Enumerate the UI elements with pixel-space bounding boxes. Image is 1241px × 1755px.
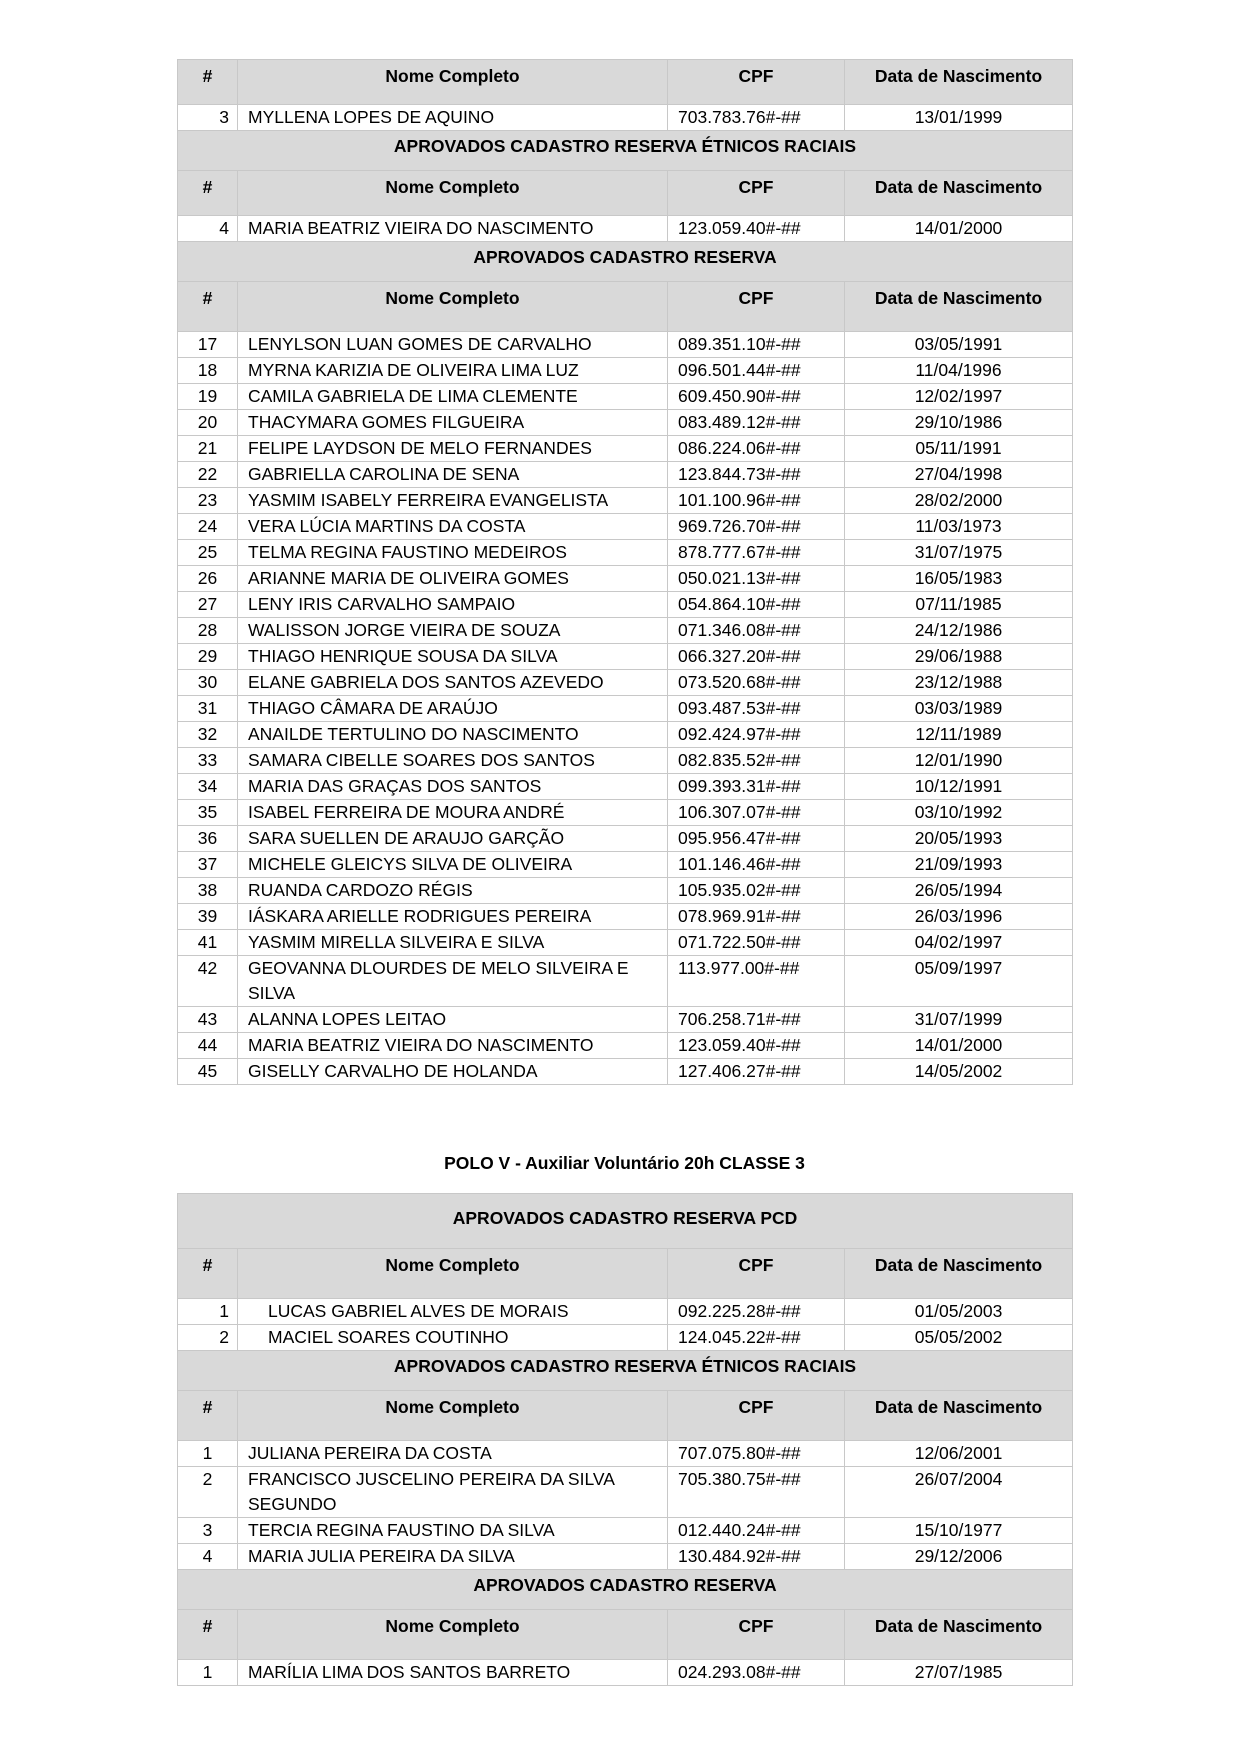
row-number: 35 <box>178 800 238 826</box>
table-row <box>178 1059 1073 1085</box>
row-cpf: 705.380.75#-## <box>668 1467 845 1518</box>
section-title-row <box>178 1351 1073 1391</box>
table-row <box>178 384 1073 410</box>
row-name: TELMA REGINA FAUSTINO MEDEIROS <box>238 540 668 566</box>
row-dob: 14/01/2000 <box>845 1033 1073 1059</box>
row-dob: 31/07/1999 <box>845 1007 1073 1033</box>
row-cpf: 099.393.31#-## <box>668 774 845 800</box>
row-cpf: 078.969.91#-## <box>668 904 845 930</box>
row-dob: 05/11/1991 <box>845 436 1073 462</box>
row-cpf: 123.844.73#-## <box>668 462 845 488</box>
col-header-name: Nome Completo <box>238 1249 668 1299</box>
row-number: 22 <box>178 462 238 488</box>
row-dob: 03/03/1989 <box>845 696 1073 722</box>
row-name: MARÍLIA LIMA DOS SANTOS BARRETO <box>238 1660 668 1686</box>
row-cpf: 127.406.27#-## <box>668 1059 845 1085</box>
row-number: 26 <box>178 566 238 592</box>
table-row <box>178 436 1073 462</box>
row-dob: 10/12/1991 <box>845 774 1073 800</box>
row-name: LUCAS GABRIEL ALVES DE MORAIS <box>238 1299 668 1325</box>
table-header-row <box>178 60 1073 105</box>
table-row <box>178 514 1073 540</box>
row-name: RUANDA CARDOZO RÉGIS <box>238 878 668 904</box>
row-cpf: 130.484.92#-## <box>668 1544 845 1570</box>
row-cpf: 093.487.53#-## <box>668 696 845 722</box>
row-cpf: 878.777.67#-## <box>668 540 845 566</box>
row-number: 1 <box>178 1299 238 1325</box>
row-name: ANAILDE TERTULINO DO NASCIMENTO <box>238 722 668 748</box>
row-name: FRANCISCO JUSCELINO PEREIRA DA SILVA SEGUNDO <box>238 1467 668 1518</box>
col-header-dob: Data de Nascimento <box>845 60 1073 105</box>
row-cpf: 124.045.22#-## <box>668 1325 845 1351</box>
row-dob: 01/05/2003 <box>845 1299 1073 1325</box>
row-number: 38 <box>178 878 238 904</box>
section-title: APROVADOS CADASTRO RESERVA ÉTNICOS RACIAIS <box>178 131 1073 171</box>
table-row <box>178 1467 1073 1518</box>
table-row <box>178 105 1073 131</box>
table-row <box>178 410 1073 436</box>
row-cpf: 012.440.24#-## <box>668 1518 845 1544</box>
table-header-row <box>178 1249 1073 1299</box>
table-header-row <box>178 1610 1073 1660</box>
row-number: 2 <box>178 1467 238 1518</box>
row-number: 32 <box>178 722 238 748</box>
row-dob: 29/10/1986 <box>845 410 1073 436</box>
col-header-dob: Data de Nascimento <box>845 1249 1073 1299</box>
col-header-cpf: CPF <box>668 282 845 332</box>
row-number: 44 <box>178 1033 238 1059</box>
row-cpf: 113.977.00#-## <box>668 956 845 1007</box>
col-header-cpf: CPF <box>668 1610 845 1660</box>
table-row <box>178 1007 1073 1033</box>
row-number: 4 <box>178 1544 238 1570</box>
row-dob: 11/03/1973 <box>845 514 1073 540</box>
table-row <box>178 1033 1073 1059</box>
row-name: LENY IRIS CARVALHO SAMPAIO <box>238 592 668 618</box>
col-header-name: Nome Completo <box>238 171 668 216</box>
row-cpf: 703.783.76#-## <box>668 105 845 131</box>
row-name: CAMILA GABRIELA DE LIMA CLEMENTE <box>238 384 668 410</box>
row-cpf: 105.935.02#-## <box>668 878 845 904</box>
row-dob: 05/05/2002 <box>845 1325 1073 1351</box>
row-cpf: 969.726.70#-## <box>668 514 845 540</box>
row-number: 1 <box>178 1441 238 1467</box>
col-header-name: Nome Completo <box>238 1610 668 1660</box>
row-number: 3 <box>178 105 238 131</box>
row-name: MYLLENA LOPES DE AQUINO <box>238 105 668 131</box>
col-header-num: # <box>178 171 238 216</box>
col-header-num: # <box>178 1610 238 1660</box>
row-name: ELANE GABRIELA DOS SANTOS AZEVEDO <box>238 670 668 696</box>
table-row <box>178 826 1073 852</box>
col-header-num: # <box>178 1391 238 1441</box>
row-cpf: 095.956.47#-## <box>668 826 845 852</box>
row-number: 2 <box>178 1325 238 1351</box>
table-row <box>178 1325 1073 1351</box>
row-name: VERA LÚCIA MARTINS DA COSTA <box>238 514 668 540</box>
row-dob: 29/12/2006 <box>845 1544 1073 1570</box>
col-header-name: Nome Completo <box>238 1391 668 1441</box>
row-name: ARIANNE MARIA DE OLIVEIRA GOMES <box>238 566 668 592</box>
row-name: ISABEL FERREIRA DE MOURA ANDRÉ <box>238 800 668 826</box>
col-header-name: Nome Completo <box>238 60 668 105</box>
row-name: YASMIM MIRELLA SILVEIRA E SILVA <box>238 930 668 956</box>
row-number: 20 <box>178 410 238 436</box>
row-cpf: 024.293.08#-## <box>668 1660 845 1686</box>
col-header-name: Nome Completo <box>238 282 668 332</box>
row-name: GISELLY CARVALHO DE HOLANDA <box>238 1059 668 1085</box>
row-dob: 11/04/1996 <box>845 358 1073 384</box>
row-number: 45 <box>178 1059 238 1085</box>
row-cpf: 071.346.08#-## <box>668 618 845 644</box>
row-name: THIAGO HENRIQUE SOUSA DA SILVA <box>238 644 668 670</box>
row-cpf: 073.520.68#-## <box>668 670 845 696</box>
table-row <box>178 462 1073 488</box>
row-dob: 26/03/1996 <box>845 904 1073 930</box>
row-name: ALANNA LOPES LEITAO <box>238 1007 668 1033</box>
table-row <box>178 332 1073 358</box>
col-header-dob: Data de Nascimento <box>845 282 1073 332</box>
row-cpf: 050.021.13#-## <box>668 566 845 592</box>
row-dob: 12/11/1989 <box>845 722 1073 748</box>
row-name: MACIEL SOARES COUTINHO <box>238 1325 668 1351</box>
row-name: IÁSKARA ARIELLE RODRIGUES PEREIRA <box>238 904 668 930</box>
row-name: MARIA BEATRIZ VIEIRA DO NASCIMENTO <box>238 216 668 242</box>
table-header-row <box>178 171 1073 216</box>
col-header-cpf: CPF <box>668 60 845 105</box>
row-dob: 03/05/1991 <box>845 332 1073 358</box>
section-title-row <box>178 131 1073 171</box>
table-header-row <box>178 1391 1073 1441</box>
row-dob: 26/07/2004 <box>845 1467 1073 1518</box>
row-cpf: 096.501.44#-## <box>668 358 845 384</box>
row-dob: 27/04/1998 <box>845 462 1073 488</box>
table-row <box>178 800 1073 826</box>
row-cpf: 106.307.07#-## <box>668 800 845 826</box>
row-number: 28 <box>178 618 238 644</box>
row-dob: 03/10/1992 <box>845 800 1073 826</box>
row-dob: 05/09/1997 <box>845 956 1073 1007</box>
row-dob: 04/02/1997 <box>845 930 1073 956</box>
row-dob: 14/01/2000 <box>845 216 1073 242</box>
row-name: MARIA BEATRIZ VIEIRA DO NASCIMENTO <box>238 1033 668 1059</box>
row-number: 3 <box>178 1518 238 1544</box>
section-title-row <box>178 1194 1073 1249</box>
row-number: 41 <box>178 930 238 956</box>
table-row <box>178 956 1073 1007</box>
row-number: 33 <box>178 748 238 774</box>
row-number: 4 <box>178 216 238 242</box>
row-name: SAMARA CIBELLE SOARES DOS SANTOS <box>238 748 668 774</box>
section-title: APROVADOS CADASTRO RESERVA ÉTNICOS RACIAIS <box>178 1351 1073 1391</box>
table-row <box>178 1518 1073 1544</box>
col-header-cpf: CPF <box>668 171 845 216</box>
table-row <box>178 904 1073 930</box>
table-row <box>178 566 1073 592</box>
col-header-num: # <box>178 282 238 332</box>
row-cpf: 066.327.20#-## <box>668 644 845 670</box>
col-header-cpf: CPF <box>668 1249 845 1299</box>
row-cpf: 083.489.12#-## <box>668 410 845 436</box>
row-name: LENYLSON LUAN GOMES DE CARVALHO <box>238 332 668 358</box>
table-row <box>178 852 1073 878</box>
row-number: 30 <box>178 670 238 696</box>
row-number: 43 <box>178 1007 238 1033</box>
row-cpf: 082.835.52#-## <box>668 748 845 774</box>
row-cpf: 123.059.40#-## <box>668 1033 845 1059</box>
row-dob: 13/01/1999 <box>845 105 1073 131</box>
section-title-row <box>178 1570 1073 1610</box>
approved-table-2 <box>177 1193 1073 1686</box>
row-number: 29 <box>178 644 238 670</box>
row-dob: 31/07/1975 <box>845 540 1073 566</box>
table-row <box>178 1544 1073 1570</box>
section-title: APROVADOS CADASTRO RESERVA <box>178 1570 1073 1610</box>
row-number: 21 <box>178 436 238 462</box>
row-cpf: 101.100.96#-## <box>668 488 845 514</box>
row-cpf: 092.424.97#-## <box>668 722 845 748</box>
col-header-num: # <box>178 1249 238 1299</box>
row-dob: 29/06/1988 <box>845 644 1073 670</box>
row-name: SARA SUELLEN DE ARAUJO GARÇÃO <box>238 826 668 852</box>
row-cpf: 092.225.28#-## <box>668 1299 845 1325</box>
col-header-dob: Data de Nascimento <box>845 1391 1073 1441</box>
table-row <box>178 644 1073 670</box>
table-row <box>178 930 1073 956</box>
col-header-num: # <box>178 60 238 105</box>
col-header-cpf: CPF <box>668 1391 845 1441</box>
row-dob: 20/05/1993 <box>845 826 1073 852</box>
row-dob: 15/10/1977 <box>845 1518 1073 1544</box>
row-number: 1 <box>178 1660 238 1686</box>
row-cpf: 609.450.90#-## <box>668 384 845 410</box>
row-number: 39 <box>178 904 238 930</box>
row-dob: 27/07/1985 <box>845 1660 1073 1686</box>
row-name: MARIA JULIA PEREIRA DA SILVA <box>238 1544 668 1570</box>
row-name: MARIA DAS GRAÇAS DOS SANTOS <box>238 774 668 800</box>
row-cpf: 071.722.50#-## <box>668 930 845 956</box>
table-row <box>178 216 1073 242</box>
table-row <box>178 722 1073 748</box>
table-row <box>178 1660 1073 1686</box>
row-dob: 21/09/1993 <box>845 852 1073 878</box>
row-name: THIAGO CÂMARA DE ARAÚJO <box>238 696 668 722</box>
row-dob: 24/12/1986 <box>845 618 1073 644</box>
row-number: 25 <box>178 540 238 566</box>
table-header-row <box>178 282 1073 332</box>
row-name: YASMIM ISABELY FERREIRA EVANGELISTA <box>238 488 668 514</box>
section-title: APROVADOS CADASTRO RESERVA <box>178 242 1073 282</box>
row-name: GABRIELLA CAROLINA DE SENA <box>238 462 668 488</box>
row-number: 34 <box>178 774 238 800</box>
table-row <box>178 696 1073 722</box>
table-row <box>178 592 1073 618</box>
row-cpf: 089.351.10#-## <box>668 332 845 358</box>
row-number: 27 <box>178 592 238 618</box>
row-number: 37 <box>178 852 238 878</box>
row-cpf: 086.224.06#-## <box>668 436 845 462</box>
row-name: MICHELE GLEICYS SILVA DE OLIVEIRA <box>238 852 668 878</box>
row-number: 18 <box>178 358 238 384</box>
col-header-dob: Data de Nascimento <box>845 171 1073 216</box>
table-row <box>178 774 1073 800</box>
row-cpf: 706.258.71#-## <box>668 1007 845 1033</box>
table-row <box>178 748 1073 774</box>
row-number: 24 <box>178 514 238 540</box>
row-dob: 28/02/2000 <box>845 488 1073 514</box>
row-cpf: 054.864.10#-## <box>668 592 845 618</box>
row-number: 31 <box>178 696 238 722</box>
row-dob: 12/01/1990 <box>845 748 1073 774</box>
section-title-row <box>178 242 1073 282</box>
col-header-dob: Data de Nascimento <box>845 1610 1073 1660</box>
table-row <box>178 1299 1073 1325</box>
row-name: FELIPE LAYDSON DE MELO FERNANDES <box>238 436 668 462</box>
row-name: GEOVANNA DLOURDES DE MELO SILVEIRA E SILVA <box>238 956 668 1007</box>
row-number: 23 <box>178 488 238 514</box>
row-dob: 26/05/1994 <box>845 878 1073 904</box>
approved-table-1 <box>177 59 1073 1085</box>
row-number: 42 <box>178 956 238 1007</box>
table-row <box>178 618 1073 644</box>
row-number: 17 <box>178 332 238 358</box>
row-name: WALISSON JORGE VIEIRA DE SOUZA <box>238 618 668 644</box>
row-cpf: 707.075.80#-## <box>668 1441 845 1467</box>
row-name: THACYMARA GOMES FILGUEIRA <box>238 410 668 436</box>
section-title: APROVADOS CADASTRO RESERVA PCD <box>178 1194 1073 1249</box>
row-number: 19 <box>178 384 238 410</box>
row-dob: 14/05/2002 <box>845 1059 1073 1085</box>
row-dob: 12/06/2001 <box>845 1441 1073 1467</box>
row-cpf: 123.059.40#-## <box>668 216 845 242</box>
table-row <box>178 670 1073 696</box>
row-dob: 07/11/1985 <box>845 592 1073 618</box>
table-row <box>178 540 1073 566</box>
row-number: 36 <box>178 826 238 852</box>
row-dob: 23/12/1988 <box>845 670 1073 696</box>
row-name: TERCIA REGINA FAUSTINO DA SILVA <box>238 1518 668 1544</box>
row-name: JULIANA PEREIRA DA COSTA <box>238 1441 668 1467</box>
table-row <box>178 878 1073 904</box>
table-row <box>178 358 1073 384</box>
row-dob: 16/05/1983 <box>845 566 1073 592</box>
table-row <box>178 488 1073 514</box>
polo-title: POLO V - Auxiliar Voluntário 20h CLASSE 3 <box>444 1153 805 1173</box>
table-row <box>178 1441 1073 1467</box>
row-dob: 12/02/1997 <box>845 384 1073 410</box>
row-name: MYRNA KARIZIA DE OLIVEIRA LIMA LUZ <box>238 358 668 384</box>
row-cpf: 101.146.46#-## <box>668 852 845 878</box>
